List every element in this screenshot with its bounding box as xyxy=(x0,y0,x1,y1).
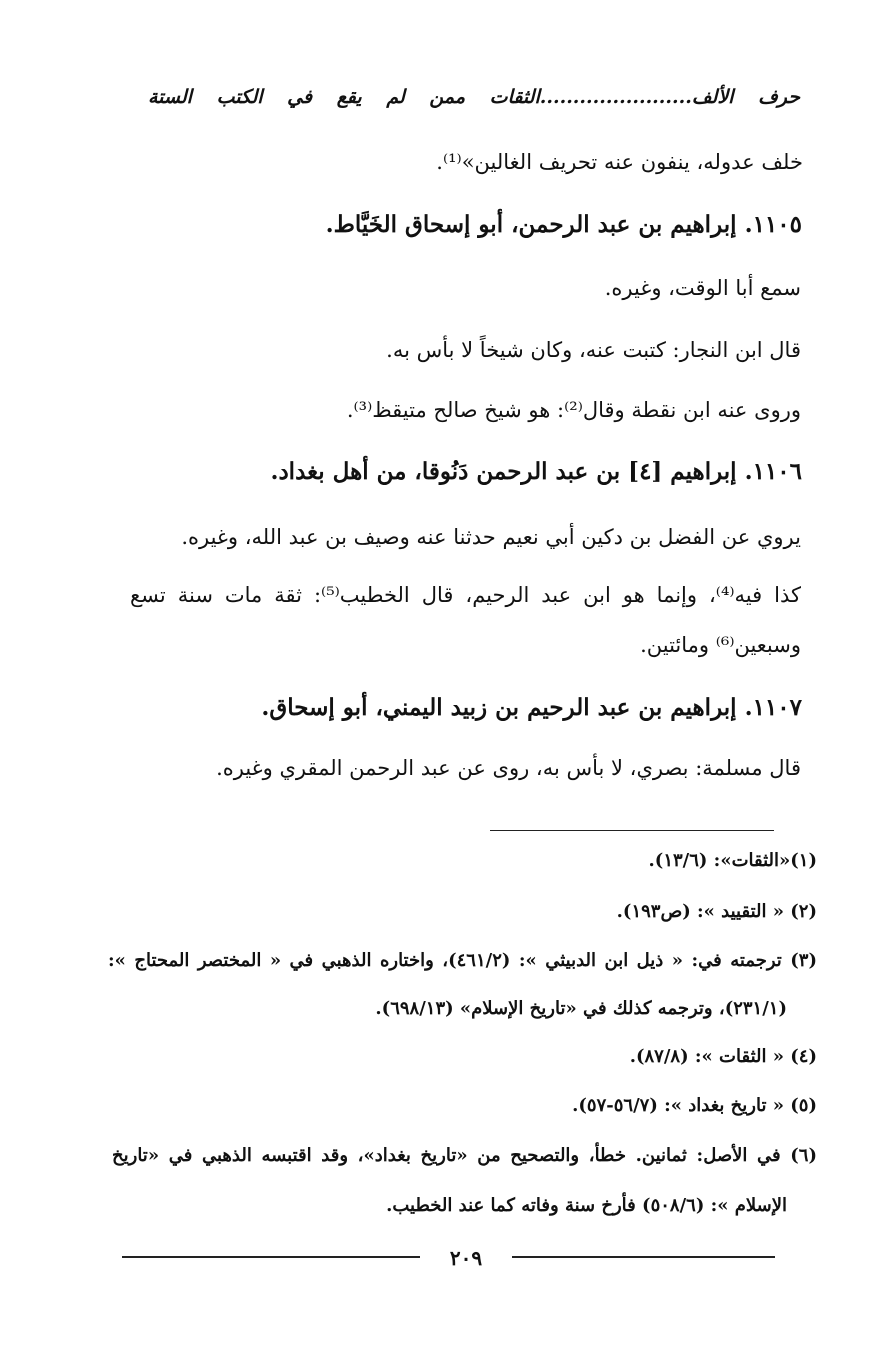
footnote-4: (٤) « الثقات »: (٨٧/٨). xyxy=(629,1046,817,1067)
page-number: ٢٠٩ xyxy=(420,1240,512,1276)
entry-1106-line-3: وسبعين⁽⁶⁾ ومائتين. xyxy=(640,633,801,657)
footnote-divider xyxy=(490,830,774,831)
continuation-text: خلف عدوله، ينفون عنه تحريف الغالين»⁽¹⁾. xyxy=(436,150,803,174)
entry-heading-1107: ١١٠٧. إبراهيم بن عبد الرحيم بن زبيد اليمني، أبو إسحاق. xyxy=(261,694,802,721)
entry-1105-line-1: سمع أبا الوقت، وغيره. xyxy=(604,276,801,300)
entry-1105-line-3: وروى عنه ابن نقطة وقال⁽²⁾: هو شيخ صالح متيقظ⁽³⁾. xyxy=(346,398,801,422)
footnote-6: (٦) في الأصل: ثمانين. خطأ، والتصحيح من «تاريخ بغداد»، وقد اقتبسه الذهبي في «تاريخ xyxy=(112,1145,817,1166)
entry-heading-1106: ١١٠٦. إبراهيم [٤] بن عبد الرحمن دَنُوقا، من أهل بغداد. xyxy=(270,458,802,485)
footnote-2: (٢) « التقييد »: (ص١٩٣). xyxy=(616,901,817,922)
entry-1107-line-1: قال مسلمة: بصري، لا بأس به، روى عن عبد الرحمن المقري وغيره. xyxy=(216,756,801,780)
footnote-3-cont: (٢٣١/١)، وترجمه كذلك في «تاريخ الإسلام» (٦٩٨/١٣). xyxy=(375,998,787,1019)
entry-1106-line-2: كذا فيه⁽⁴⁾، وإنما هو ابن عبد الرحيم، قال الخطيب⁽⁵⁾: ثقة مات سنة تسع xyxy=(130,583,801,607)
entry-1105-line-2: قال ابن النجار: كتبت عنه، وكان شيخاً لا بأس به. xyxy=(386,338,801,362)
footnote-5: (٥) « تاريخ بغداد »: (٥٦/٧-٥٧). xyxy=(572,1095,817,1116)
footer-rule-right xyxy=(510,1256,775,1258)
footnote-3: (٣) ترجمته في: « ذيل ابن الدبيثي »: (٤٦١/٢)، واختاره الذهبي في « المختصر المحتاج »: xyxy=(108,950,817,971)
entry-heading-1105: ١١٠٥. إبراهيم بن عبد الرحمن، أبو إسحاق الخَيَّاط. xyxy=(325,211,802,238)
entry-1106-line-1: يروي عن الفضل بن دكين أبي نعيم حدثنا عنه وصيف بن عبد الله، وغيره. xyxy=(181,525,801,549)
footer-rule-left xyxy=(122,1256,422,1258)
footnote-1: (١)«الثقات»: (١٣/٦). xyxy=(648,850,817,871)
footnote-6-cont: الإسلام »: (٥٠٨/٦) فأرخ سنة وفاته كما عند الخطيب. xyxy=(386,1195,787,1216)
running-header: حرف الألف.......................الثقات ممن لم يقع في الكتب الستة xyxy=(148,86,800,108)
